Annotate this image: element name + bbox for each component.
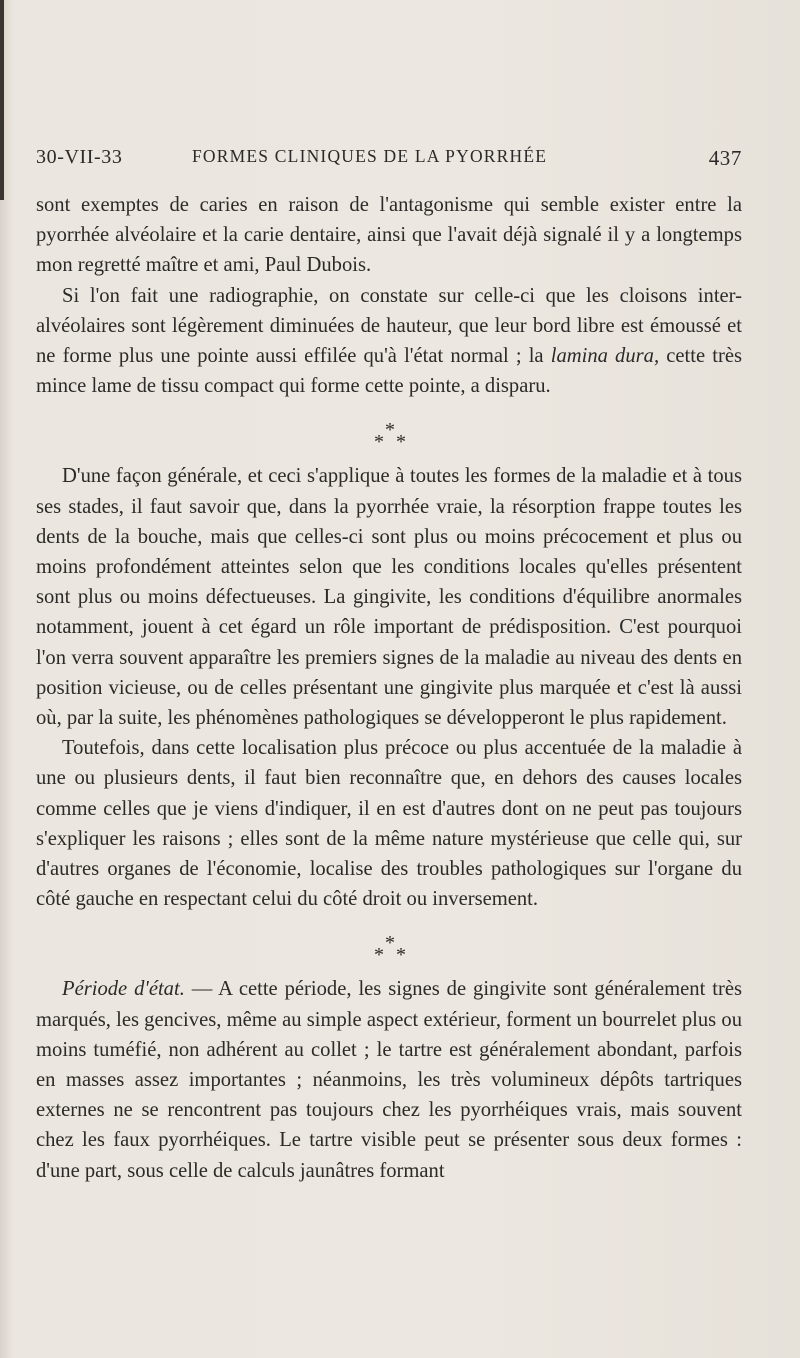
paragraph-2-before: Si l'on fait une radiographie, on constate sur celle-ci que les cloisons inter-alvéolaires sont légèrement diminuées de hauteur, que leur bord libre est émoussé et ne forme plus une pointe aussi effilée qu'à l'état normal ; la (36, 284, 742, 368)
paragraph-2-after: cette très mince lame de tissu compact qui forme cette pointe, a disparu. (36, 345, 742, 398)
asterisk: * (385, 419, 395, 442)
paragraph-5 (36, 974, 742, 1185)
paragraph-4: Toutefois, dans cette localisation plus précoce ou plus accentuée de la maladie à une ou plusieurs dents, il faut bien reconnaître que, en dehors des causes locales comme celles que je viens d'indiquer, il en est d'autres dont on ne peut pas toujours s'expliquer les raisons ; elles sont de la même nature mystérieuse que celle qui, sur d'autres organes de l'économie, localise des troubles pathologiques sur l'organe du côté gauche en respectant celui du côté droit ou inversement. (36, 737, 742, 911)
paragraph-2 (36, 281, 742, 402)
page-spine-edge (0, 0, 4, 200)
section-separator-2 (36, 914, 742, 974)
asterisk: * (396, 431, 406, 454)
paragraph-3: D'une façon générale, et ceci s'applique à toutes les formes de la maladie et à tous ses stades, il faut savoir que, dans la pyorrhée vraie, la résorption frappe toutes les dents de la bouche, mais que celles-ci sont plus ou moins précocement et plus ou moins profondément atteintes selon que les conditions locales qu'elles présentent sont plus ou moins défectueuses. La gingivite, les conditions d'équilibre anormales notamment, jouent à cet égard un rôle important de prédisposition. C'est pourquoi l'on verra souvent apparaître les premiers signes de la maladie au niveau des dents en position vicieuse, ou de celles présentant une gingivite plus marquée et c'est là aussi où, par la suite, les phénomènes pathologiques se développeront le plus rapidement. (36, 465, 742, 730)
running-header (36, 140, 742, 176)
header-title: FORMES CLINIQUES DE LA PYORRHÉE (192, 146, 548, 166)
asterisk: * (396, 944, 406, 967)
body-text (36, 190, 742, 1186)
paragraph-1: sont exemptes de caries en raison de l'antagonisme qui semble exister entre la pyorrhée alvéolaire et la carie dentaire, ainsi que l'avait déjà signalé il y a longtemps mon regretté maître et ami, Paul Dubois. (36, 194, 742, 277)
page-number: 437 (708, 146, 742, 170)
section-separator-1 (36, 401, 742, 461)
paragraph-2-emphasis: lamina dura, (550, 345, 660, 368)
header-date: 30-VII-33 (36, 146, 123, 168)
asterisk: * (374, 431, 384, 454)
paragraph-5-text: — A cette période, les signes de gingivite sont généralement très marqués, les gencives, même au simple aspect extérieur, forment un bourrelet plus ou moins tuméfié, non adhérent au collet ; le tartre est généralement abondant, parfois en masses assez importantes ; néanmoins, les très volumineux dépôts tartriques externes ne se rencontrent pas toujours chez les pyorrhéiques vrais, mais souvent chez les faux pyorrhéiques. Le tartre visible peut se présenter sous deux formes : d'une part, sous celle de calculs jaunâtres formant (36, 978, 742, 1182)
asterisk: * (374, 944, 384, 967)
asterisk: * (385, 932, 395, 955)
paragraph-5-heading: Période d'état. (62, 978, 185, 1001)
